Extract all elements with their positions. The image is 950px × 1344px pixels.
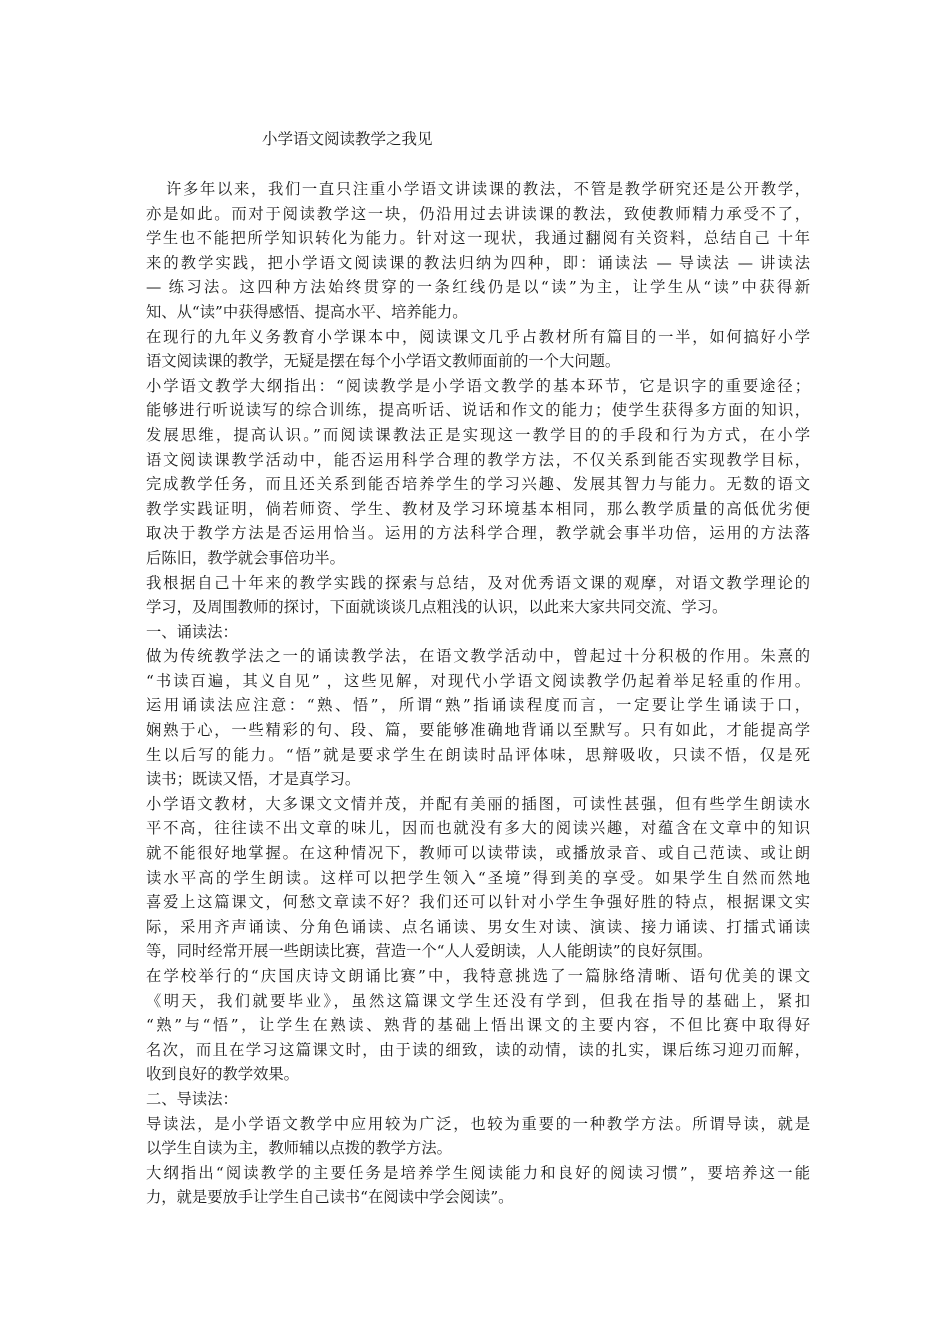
- text-line: 二、导读法：: [146, 1089, 238, 1108]
- text-line: 教学实践证明，倘若师资、学生、教材及学习环境基本相同，那么教学质量的高低优劣便: [146, 499, 810, 518]
- text-line: 导读法，是小学语文教学中应用较为广泛，也较为重要的一种教学方法。所谓导读，就是: [146, 1114, 810, 1133]
- text-line: 以学生自读为主，教师辅以点拨的教学方法。: [146, 1139, 452, 1158]
- paragraph: [146, 571, 810, 620]
- paragraph: [146, 644, 810, 792]
- text-line: 娴熟于心，一些精彩的句、段、篇，要能够准确地背诵以至默写。只有如此，才能提高学: [146, 721, 810, 740]
- text-line: 小学语文教学大纲指出：“阅读教学是小学语文教学的基本环节，它是识字的重要途径；: [146, 376, 810, 395]
- text-line: 完成教学任务，而且还关系到能否培养学生的学习兴趣、发展其智力与能力。无数的语文: [146, 475, 810, 494]
- text-line: 生以后写的能力。“悟”就是要求学生在朗读时品评体味，思辩吸收，只读不悟，仅是死: [146, 745, 810, 764]
- text-line: 语文阅读课的教学，无疑是摆在每个小学语文教师面前的一个大问题。: [146, 352, 621, 371]
- text-line: — 练习法。这四种方法始终贯穿的一条红线仍是以“读”为主，让学生从“读”中获得新: [146, 278, 810, 297]
- text-line: 语文阅读课教学活动中，能否运用科学合理的教学方法，不仅关系到能否实现教学目标，: [146, 450, 810, 469]
- text-line: 际，采用齐声诵读、分角色诵读、点名诵读、男女生对读、演读、接力诵读、打擂式诵读: [146, 917, 810, 936]
- text-line: 能够进行听说读写的综合训练，提高听话、说话和作文的能力；使学生获得多方面的知识，: [146, 401, 810, 420]
- text-line: 学生也不能把所学知识转化为能力。针对这一现状，我通过翻阅有关资料，总结自己 十年: [146, 229, 810, 248]
- paragraph: [146, 374, 810, 571]
- text-line: 知、从“读”中获得感悟、提高水平、培养能力。: [146, 302, 468, 321]
- text-line: 一、诵读法：: [146, 622, 238, 641]
- text-line: 读水平高的学生朗读。这样可以把学生领入“圣境”得到美的享受。如果学生自然而然地: [146, 868, 810, 887]
- text-line: 我根据自己十年来的教学实践的探索与总结，及对优秀语文课的观摩，对语文教学理论的: [146, 573, 810, 592]
- text-line: 发展思维，提高认识。”而阅读课教法正是实现这一教学目的的手段和行为方式，在小学: [146, 425, 810, 444]
- text-line: 大纲指出“阅读教学的主要任务是培养学生阅读能力和良好的阅读习惯”，要培养这一能: [146, 1163, 810, 1182]
- text-line: 做为传统教学法之一的诵读教学法，在语文教学活动中，曾起过十分积极的作用。朱熹的: [146, 647, 810, 666]
- text-line: 在现行的九年义务教育小学课本中，阅读课文几乎占教材所有篇目的一半，如何搞好小学: [146, 327, 810, 346]
- text-line: 等，同时经常开展一些朗读比赛，营造一个“人人爱朗读，人人能朗读”的良好氛围。: [146, 942, 713, 961]
- text-line: 在学校举行的“庆国庆诗文朗诵比赛”中，我特意挑选了一篇脉络清晰、语句优美的课文: [146, 967, 810, 985]
- paragraph: [146, 964, 810, 1087]
- text-line: 力，就是要放手让学生自己读书“在阅读中学会阅读”。: [146, 1188, 514, 1207]
- text-line: 小学语文教材，大多课文文情并茂，并配有美丽的插图，可读性甚强，但有些学生朗读水: [146, 794, 810, 813]
- text-line: 亦是如此。而对于阅读教学这一块，仍沿用过去讲读课的教法，致使教师精力承受不了，: [146, 204, 810, 223]
- page-title: 小学语文阅读教学之我见: [262, 130, 433, 148]
- text-line: 读书；既读又悟，才是真学习。: [146, 770, 361, 789]
- text-line: 后陈旧，教学就会事倍功半。: [146, 548, 345, 567]
- paragraph: [146, 1112, 810, 1161]
- text-line: 名次，而且在学习这篇课文时，由于读的细致，读的动情，读的扎实，课后练习迎刃而解，: [146, 1040, 810, 1059]
- paragraph: [146, 1161, 810, 1210]
- text-line: 平不高，往往读不出文章的味儿，因而也就没有多大的阅读兴趣，对蕴含在文章中的知识: [146, 819, 810, 838]
- text-line: 就不能很好地掌握。在这种情况下，教师可以读带读，或播放录音、或自己范读、或让朗: [146, 844, 810, 863]
- paragraph: [146, 1087, 810, 1112]
- paragraph: [146, 792, 810, 964]
- paragraph: [146, 325, 810, 374]
- text-line: 喜爱上这篇课文，何愁文章读不好？我们还可以针对小学生争强好胜的特点，根据课文实: [146, 893, 810, 912]
- text-line: 取决于教学方法是否运用恰当。运用的方法科学合理，教学就会事半功倍，运用的方法落: [146, 524, 810, 543]
- paragraph: [146, 177, 810, 325]
- document-body: [146, 177, 810, 1210]
- text-line: “书读百遍，其义自见” ，这些见解，对现代小学语文阅读教学仍起着举足轻重的作用。: [146, 671, 810, 690]
- text-line: 收到良好的教学效果。: [146, 1065, 299, 1084]
- text-line: 许多年以来，我们一直只注重小学语文讲读课的教法，不管是教学研究还是公开教学，: [166, 180, 810, 198]
- text-line: 运用诵读法应注意：“熟、悟”，所谓“熟”指诵读程度而言，一定要让学生诵读于口，: [146, 696, 810, 715]
- text-line: 来的教学实践，把小学语文阅读课的教法归纳为四种，即：诵读法 — 导读法 — 讲读法: [146, 253, 810, 272]
- text-line: 《明天，我们就要毕业》，虽然这篇课文学生还没有学到，但我在指导的基础上，紧扣: [146, 991, 810, 1010]
- text-line: 学习，及周围教师的探讨，下面就谈谈几点粗浅的认识，以此来大家共同交流、学习。: [146, 598, 728, 617]
- paragraph: [146, 620, 810, 645]
- text-line: “熟”与“悟”，让学生在熟读、熟背的基础上悟出课文的主要内容，不但比赛中取得好: [146, 1016, 810, 1035]
